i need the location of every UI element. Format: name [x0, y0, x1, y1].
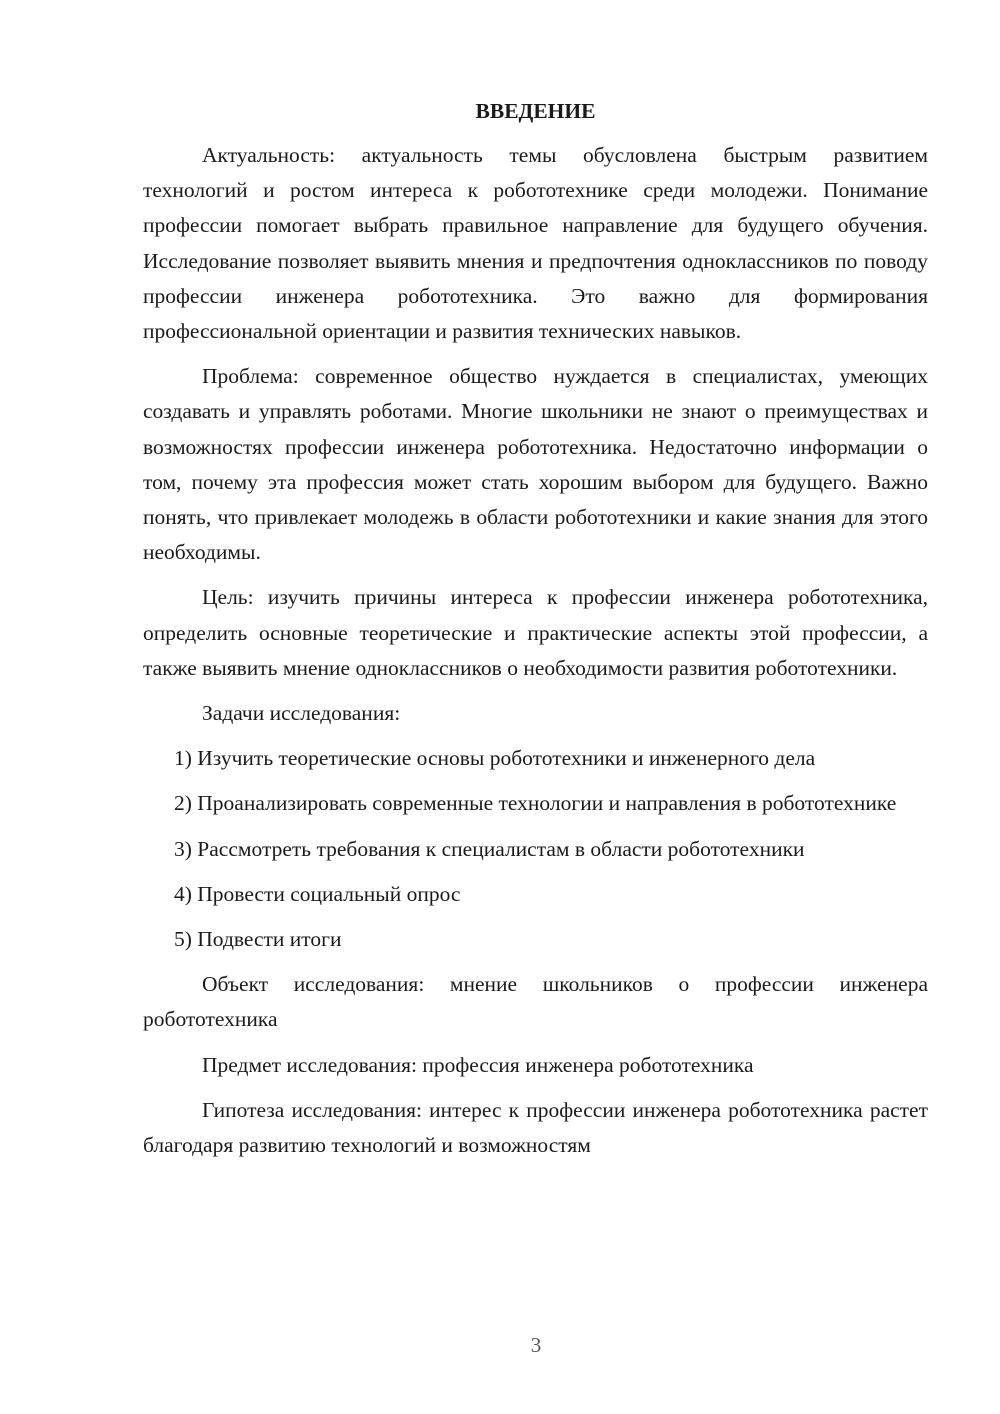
task-item: 3) Рассмотреть требования к специалистам в области робототехники [174, 836, 805, 861]
task-item: 4) Провести социальный опрос [174, 881, 461, 906]
task-item: 5) Подвести итоги [174, 927, 342, 952]
relevance-paragraph: Актуальность: актуальность темы обусловлена быстрым развитием технологий и ростом интереса к робототехнике среди молодежи. Понимание профессии помогает выбрать правильное направление для будущего обучения. Исследование позволяет выявить мнения и предпочтения одноклассников по поводу профессии инженера робототехника. Это важно для формирования профессиональной ориентации и развития технических навыков. [143, 143, 928, 344]
hypothesis-paragraph: Гипотеза исследования: интерес к профессии инженера робототехника растет благодаря развитию технологий и возможностям [143, 1097, 928, 1158]
problem-paragraph: Проблема: современное общество нуждается в специалистах, умеющих создавать и управлять роботами. Многие школьники не знают о преимуществах и возможностях профессии инженера робототехника. Недостаточно информации о том, почему эта профессия может стать хорошим выбором для будущего. Важно понять, что привлекает молодежь в области робототехники и какие знания для этого необходимы. [143, 364, 928, 565]
object-paragraph: Объект исследования: мнение школьников о профессии инженера робототехника [143, 972, 928, 1032]
tasks-heading: Задачи исследования: [202, 701, 401, 726]
subject-paragraph: Предмет исследования: профессия инженера робототехника [202, 1052, 754, 1077]
task-item: 2) Проанализировать современные технологии и направления в робототехнике [174, 791, 897, 816]
section-title: ВВЕДЕНИЕ [475, 99, 596, 123]
document-page [143, 92, 928, 1163]
page-number: 3 [530, 1333, 542, 1357]
task-item: 1) Изучить теоретические основы робототехники и инженерного дела [174, 746, 816, 771]
goal-paragraph: Цель: изучить причины интереса к профессии инженера робототехника, определить основные теоретические и практические аспекты этой профессии, а также выявить мнение одноклассников о необходимости развития робототехники. [143, 585, 928, 680]
